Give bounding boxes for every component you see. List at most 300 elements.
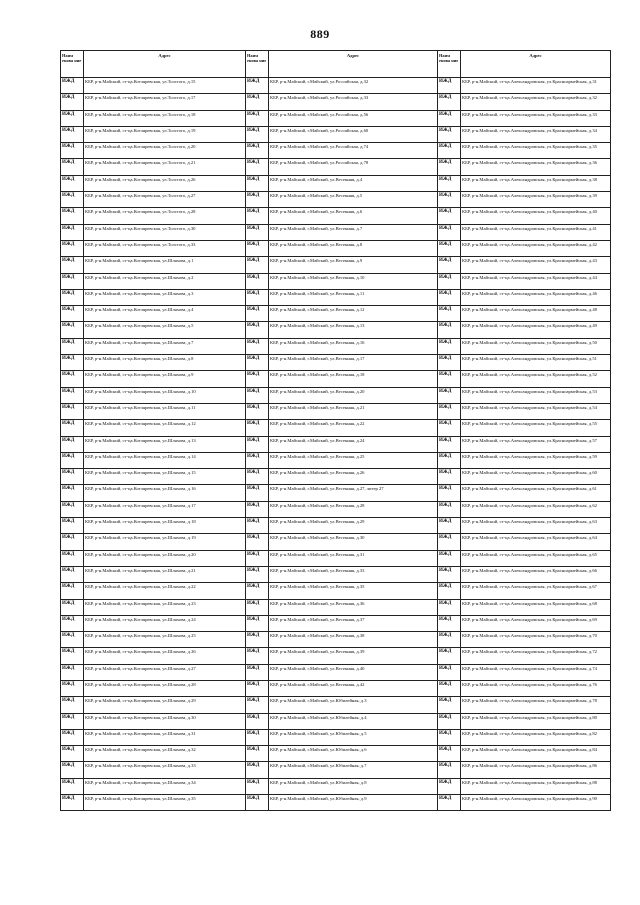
table-row [61,371,611,387]
building-type-cell: ИЖД [61,289,84,305]
address-cell: КБР, р-н.Майский, ст-ца.Александровская, ул.Красноармейская, д.59 [461,452,611,468]
address-cell: КБР, р-н.Майский, ст-ца.Александровская, ул.Красноармейская, д.39 [461,192,611,208]
table-row [61,566,611,582]
address-cell: КБР, р-н.Майский, ст-ца.Александровская, ул.Красноармейская, д.54 [461,403,611,419]
address-cell: КБР, р-н.Майский, ст-ца.Александровская, ул.Красноармейская, д.48 [461,306,611,322]
building-type-cell: ИЖД [438,273,461,289]
building-type-cell: ИЖД [438,420,461,436]
address-cell: КБР, р-н.Майский, г.Майский, ул.Весенняя, д.35 [269,583,438,599]
address-cell: КБР, р-н.Майский, г.Майский, ул.Весенняя, д.22 [269,420,438,436]
building-type-cell: ИЖД [61,566,84,582]
address-cell: КБР, р-н.Майский, г.Майский, ул.Юбилейная, д.7 [269,762,438,778]
building-type-cell: ИЖД [246,648,269,664]
table-row [61,420,611,436]
table-header-row [61,51,611,78]
address-cell: КБР, р-н.Майский, г.Майский, ул.Юбилейная, д.5 [269,729,438,745]
address-cell: КБР, р-н.Майский, ст-ца.Александровская, ул.Красноармейская, д.88 [461,778,611,794]
address-cell: КБР, р-н.Майский, г.Майский, ул.Российская, д.78 [269,159,438,175]
address-cell: КБР, р-н.Майский, ст-ца.Александровская, ул.Красноармейская, д.64 [461,534,611,550]
address-cell: КБР, р-н.Майский, ст-ца.Котляревская, ул.Шляхова, д.16 [84,485,246,501]
address-cell: КБР, р-н.Майский, г.Майский, ул.Весенняя, д.29 [269,518,438,534]
building-type-cell: ИЖД [61,599,84,615]
building-type-cell: ИЖД [438,713,461,729]
table-row [61,78,611,94]
building-type-cell: ИЖД [246,436,269,452]
building-type-cell: ИЖД [61,664,84,680]
column-header-address-3: Адрес [461,51,611,78]
address-cell: КБР, р-н.Майский, ст-ца.Александровская, ул.Красноармейская, д.70 [461,632,611,648]
building-type-cell: ИЖД [438,257,461,273]
building-type-cell: ИЖД [246,322,269,338]
table-row [61,648,611,664]
address-cell: КБР, р-н.Майский, ст-ца.Котляревская, ул.Шляхова, д.7 [84,338,246,354]
table-row [61,518,611,534]
address-cell: КБР, р-н.Майский, ст-ца.Котляревская, ул.Шляхова, д.2 [84,273,246,289]
building-type-cell: ИЖД [246,550,269,566]
building-type-cell: ИЖД [438,94,461,110]
address-cell: КБР, р-н.Майский, ст-ца.Котляревская, ул.Толстого, д.17 [84,94,246,110]
building-type-cell: ИЖД [438,550,461,566]
address-cell: КБР, р-н.Майский, г.Майский, ул.Весенняя, д.31 [269,550,438,566]
building-type-cell: ИЖД [61,615,84,631]
building-type-cell: ИЖД [438,159,461,175]
address-cell: КБР, р-н.Майский, ст-ца.Александровская, ул.Красноармейская, д.40 [461,208,611,224]
building-type-cell: ИЖД [61,778,84,794]
building-type-cell: ИЖД [61,729,84,745]
address-cell: КБР, р-н.Майский, ст-ца.Александровская, ул.Красноармейская, д.53 [461,387,611,403]
building-type-cell: ИЖД [438,485,461,501]
building-type-cell: ИЖД [61,697,84,713]
building-type-cell: ИЖД [246,143,269,159]
address-cell: КБР, р-н.Майский, ст-ца.Котляревская, ул.Шляхова, д.33 [84,762,246,778]
building-type-cell: ИЖД [61,436,84,452]
page-number: 889 [310,27,330,41]
address-cell: КБР, р-н.Майский, г.Майский, ул.Весенняя, д.26 [269,469,438,485]
building-type-cell: ИЖД [61,240,84,256]
building-type-cell: ИЖД [438,452,461,468]
address-cell: КБР, р-н.Майский, ст-ца.Александровская, ул.Красноармейская, д.68 [461,599,611,615]
building-type-cell: ИЖД [438,126,461,142]
building-type-cell: ИЖД [438,697,461,713]
address-cell: КБР, р-н.Майский, г.Майский, ул.Российская, д.32 [269,78,438,94]
address-cell: КБР, р-н.Майский, ст-ца.Александровская, ул.Красноармейская, д.38 [461,175,611,191]
building-type-cell: ИЖД [61,94,84,110]
building-type-cell: ИЖД [438,289,461,305]
address-cell: КБР, р-н.Майский, г.Майский, ул.Весенняя, д.25 [269,452,438,468]
table-row [61,403,611,419]
address-cell: КБР, р-н.Майский, ст-ца.Котляревская, ул.Шляхова, д.32 [84,746,246,762]
building-type-cell: ИЖД [61,159,84,175]
address-cell: КБР, р-н.Майский, г.Майский, ул.Юбилейная, д.4 [269,713,438,729]
address-cell: КБР, р-н.Майский, ст-ца.Александровская, ул.Красноармейская, д.65 [461,550,611,566]
address-cell: КБР, р-н.Майский, ст-ца.Александровская, ул.Красноармейская, д.86 [461,762,611,778]
table-row [61,501,611,517]
address-cell: КБР, р-н.Майский, ст-ца.Котляревская, ул.Толстого, д.18 [84,110,246,126]
address-cell: КБР, р-н.Майский, ст-ца.Александровская, ул.Красноармейская, д.55 [461,420,611,436]
table-row [61,355,611,371]
building-type-cell: ИЖД [438,338,461,354]
address-cell: КБР, р-н.Майский, г.Майский, ул.Весенняя, д.24 [269,436,438,452]
address-cell: КБР, р-н.Майский, ст-ца.Котляревская, ул.Шляхова, д.12 [84,420,246,436]
building-type-cell: ИЖД [61,78,84,94]
address-cell: КБР, р-н.Майский, г.Майский, ул.Юбилейная, д.9 [269,795,438,811]
address-cell: КБР, р-н.Майский, ст-ца.Александровская, ул.Красноармейская, д.62 [461,501,611,517]
address-cell: КБР, р-н.Майский, ст-ца.Котляревская, ул.Толстого, д.21 [84,159,246,175]
building-type-cell: ИЖД [246,664,269,680]
building-type-cell: ИЖД [246,273,269,289]
address-cell: КБР, р-н.Майский, г.Майский, ул.Весенняя, д.20 [269,387,438,403]
table-row [61,713,611,729]
building-type-cell: ИЖД [246,257,269,273]
table-row [61,240,611,256]
building-type-cell: ИЖД [438,518,461,534]
building-type-cell: ИЖД [438,355,461,371]
building-type-cell: ИЖД [61,208,84,224]
address-cell: КБР, р-н.Майский, ст-ца.Котляревская, ул.Шляхова, д.5 [84,322,246,338]
building-type-cell: ИЖД [246,534,269,550]
address-cell: КБР, р-н.Майский, ст-ца.Александровская, ул.Красноармейская, д.31 [461,78,611,94]
building-type-cell: ИЖД [438,680,461,696]
address-cell: КБР, р-н.Майский, г.Майский, ул.Российская, д.56 [269,110,438,126]
building-type-cell: ИЖД [246,518,269,534]
building-type-cell: ИЖД [246,175,269,191]
building-type-cell: ИЖД [61,257,84,273]
building-type-cell: ИЖД [61,632,84,648]
address-cell: КБР, р-н.Майский, ст-ца.Александровская, ул.Красноармейская, д.82 [461,729,611,745]
table-row [61,306,611,322]
address-cell: КБР, р-н.Майский, ст-ца.Котляревская, ул.Шляхова, д.11 [84,403,246,419]
building-type-cell: ИЖД [246,159,269,175]
building-type-cell: ИЖД [246,485,269,501]
building-type-cell: ИЖД [61,713,84,729]
address-cell: КБР, р-н.Майский, ст-ца.Котляревская, ул.Толстого, д.30 [84,224,246,240]
building-type-cell: ИЖД [246,599,269,615]
column-header-name-1: Наим енова ние [61,51,84,78]
table-row [61,224,611,240]
address-cell: КБР, р-н.Майский, г.Майский, ул.Весенняя, д.8 [269,240,438,256]
building-type-cell: ИЖД [438,110,461,126]
building-type-cell: ИЖД [61,534,84,550]
address-cell: КБР, р-н.Майский, г.Майский, ул.Весенняя, д.27, литер 27 [269,485,438,501]
address-cell: КБР, р-н.Майский, г.Майский, ул.Весенняя, д.39 [269,648,438,664]
building-type-cell: ИЖД [246,126,269,142]
address-cell: КБР, р-н.Майский, ст-ца.Александровская, ул.Красноармейская, д.66 [461,566,611,582]
table-row [61,436,611,452]
address-cell: КБР, р-н.Майский, ст-ца.Котляревская, ул.Шляхова, д.21 [84,566,246,582]
address-cell: КБР, р-н.Майский, ст-ца.Котляревская, ул.Шляхова, д.34 [84,778,246,794]
address-cell: КБР, р-н.Майский, г.Майский, ул.Весенняя, д.6 [269,208,438,224]
building-type-cell: ИЖД [438,534,461,550]
address-cell: КБР, р-н.Майский, ст-ца.Котляревская, ул.Шляхова, д.20 [84,550,246,566]
address-table [60,50,611,811]
building-type-cell: ИЖД [61,126,84,142]
address-cell: КБР, р-н.Майский, ст-ца.Котляревская, ул.Шляхова, д.1 [84,257,246,273]
building-type-cell: ИЖД [438,762,461,778]
building-type-cell: ИЖД [438,648,461,664]
address-cell: КБР, р-н.Майский, г.Майский, ул.Весенняя, д.12 [269,306,438,322]
building-type-cell: ИЖД [61,680,84,696]
building-type-cell: ИЖД [246,746,269,762]
building-type-cell: ИЖД [246,224,269,240]
address-cell: КБР, р-н.Майский, ст-ца.Александровская, ул.Красноармейская, д.41 [461,224,611,240]
address-cell: КБР, р-н.Майский, ст-ца.Александровская, ул.Красноармейская, д.44 [461,273,611,289]
address-cell: КБР, р-н.Майский, ст-ца.Александровская, ул.Красноармейская, д.35 [461,143,611,159]
address-cell: КБР, р-н.Майский, ст-ца.Александровская, ул.Красноармейская, д.49 [461,322,611,338]
building-type-cell: ИЖД [438,599,461,615]
address-cell: КБР, р-н.Майский, ст-ца.Котляревская, ул.Шляхова, д.27 [84,664,246,680]
building-type-cell: ИЖД [61,387,84,403]
table-row [61,143,611,159]
address-cell: КБР, р-н.Майский, ст-ца.Котляревская, ул.Шляхова, д.9 [84,371,246,387]
address-cell: КБР, р-н.Майский, ст-ца.Котляревская, ул.Толстого, д.20 [84,143,246,159]
building-type-cell: ИЖД [246,420,269,436]
address-cell: КБР, р-н.Майский, ст-ца.Котляревская, ул.Шляхова, д.19 [84,534,246,550]
building-type-cell: ИЖД [438,387,461,403]
building-type-cell: ИЖД [438,403,461,419]
building-type-cell: ИЖД [438,224,461,240]
table-row [61,289,611,305]
building-type-cell: ИЖД [246,306,269,322]
address-cell: КБР, р-н.Майский, ст-ца.Котляревская, ул.Шляхова, д.28 [84,680,246,696]
address-cell: КБР, р-н.Майский, ст-ца.Александровская, ул.Красноармейская, д.36 [461,159,611,175]
building-type-cell: ИЖД [246,778,269,794]
address-cell: КБР, р-н.Майский, г.Майский, ул.Весенняя, д.16 [269,338,438,354]
building-type-cell: ИЖД [61,795,84,811]
building-type-cell: ИЖД [61,501,84,517]
address-cell: КБР, р-н.Майский, ст-ца.Котляревская, ул.Шляхова, д.29 [84,697,246,713]
building-type-cell: ИЖД [61,518,84,534]
address-cell: КБР, р-н.Майский, ст-ца.Котляревская, ул.Шляхова, д.26 [84,648,246,664]
building-type-cell: ИЖД [246,208,269,224]
table-row [61,110,611,126]
building-type-cell: ИЖД [438,208,461,224]
building-type-cell: ИЖД [438,566,461,582]
building-type-cell: ИЖД [246,338,269,354]
building-type-cell: ИЖД [438,632,461,648]
column-header-address-2: Адрес [269,51,438,78]
building-type-cell: ИЖД [246,355,269,371]
building-type-cell: ИЖД [246,371,269,387]
building-type-cell: ИЖД [438,371,461,387]
address-cell: КБР, р-н.Майский, г.Майский, ул.Весенняя, д.18 [269,371,438,387]
address-cell: КБР, р-н.Майский, ст-ца.Котляревская, ул.Шляхова, д.15 [84,469,246,485]
column-header-name-2: Наим енова ние [246,51,269,78]
building-type-cell: ИЖД [438,615,461,631]
address-cell: КБР, р-н.Майский, ст-ца.Александровская, ул.Красноармейская, д.74 [461,664,611,680]
building-type-cell: ИЖД [61,224,84,240]
building-type-cell: ИЖД [438,306,461,322]
address-cell: КБР, р-н.Майский, ст-ца.Котляревская, ул.Шляхова, д.24 [84,615,246,631]
address-cell: КБР, р-н.Майский, ст-ца.Котляревская, ул.Толстого, д.33 [84,240,246,256]
address-cell: КБР, р-н.Майский, ст-ца.Александровская, ул.Красноармейская, д.34 [461,126,611,142]
building-type-cell: ИЖД [246,729,269,745]
address-cell: КБР, р-н.Майский, г.Майский, ул.Весенняя, д.40 [269,664,438,680]
address-cell: КБР, р-н.Майский, ст-ца.Котляревская, ул.Шляхова, д.35 [84,795,246,811]
building-type-cell: ИЖД [438,322,461,338]
building-type-cell: ИЖД [61,762,84,778]
address-cell: КБР, р-н.Майский, ст-ца.Котляревская, ул.Шляхова, д.31 [84,729,246,745]
address-cell: КБР, р-н.Майский, ст-ца.Котляревская, ул.Шляхова, д.3 [84,289,246,305]
address-cell: КБР, р-н.Майский, ст-ца.Котляревская, ул.Шляхова, д.13 [84,436,246,452]
building-type-cell: ИЖД [61,403,84,419]
building-type-cell: ИЖД [61,110,84,126]
address-cell: КБР, р-н.Майский, г.Майский, ул.Весенняя, д.28 [269,501,438,517]
building-type-cell: ИЖД [61,746,84,762]
building-type-cell: ИЖД [61,469,84,485]
building-type-cell: ИЖД [61,175,84,191]
building-type-cell: ИЖД [438,778,461,794]
address-cell: КБР, р-н.Майский, ст-ца.Котляревская, ул.Толстого, д.19 [84,126,246,142]
table-row [61,534,611,550]
table-row [61,208,611,224]
table-row [61,762,611,778]
address-cell: КБР, р-н.Майский, г.Майский, ул.Весенняя, д.5 [269,192,438,208]
table-row [61,485,611,501]
table-row [61,599,611,615]
address-cell: КБР, р-н.Майский, ст-ца.Александровская, ул.Красноармейская, д.46 [461,289,611,305]
address-cell: КБР, р-н.Майский, ст-ца.Александровская, ул.Красноармейская, д.42 [461,240,611,256]
address-cell: КБР, р-н.Майский, ст-ца.Котляревская, ул.Шляхова, д.25 [84,632,246,648]
address-cell: КБР, р-н.Майский, ст-ца.Александровская, ул.Красноармейская, д.84 [461,746,611,762]
table-row [61,632,611,648]
building-type-cell: ИЖД [61,583,84,599]
address-cell: КБР, р-н.Майский, г.Майский, ул.Российская, д.33 [269,94,438,110]
address-cell: КБР, р-н.Майский, ст-ца.Александровская, ул.Красноармейская, д.72 [461,648,611,664]
address-cell: КБР, р-н.Майский, ст-ца.Александровская, ул.Красноармейская, д.43 [461,257,611,273]
address-cell: КБР, р-н.Майский, ст-ца.Котляревская, ул.Шляхова, д.30 [84,713,246,729]
address-cell: КБР, р-н.Майский, ст-ца.Котляревская, ул.Шляхова, д.22 [84,583,246,599]
building-type-cell: ИЖД [246,289,269,305]
building-type-cell: ИЖД [246,615,269,631]
address-cell: КБР, р-н.Майский, г.Майский, ул.Весенняя, д.37 [269,615,438,631]
building-type-cell: ИЖД [61,420,84,436]
building-type-cell: ИЖД [438,436,461,452]
address-cell: КБР, р-н.Майский, ст-ца.Котляревская, ул.Толстого, д.26 [84,175,246,191]
address-cell: КБР, р-н.Майский, г.Майский, ул.Весенняя, д.7 [269,224,438,240]
column-header-address-1: Адрес [84,51,246,78]
table-body [61,78,611,811]
building-type-cell: ИЖД [438,795,461,811]
building-type-cell: ИЖД [438,192,461,208]
building-type-cell: ИЖД [438,664,461,680]
address-cell: КБР, р-н.Майский, г.Майский, ул.Юбилейная, д.6 [269,746,438,762]
table-row [61,778,611,794]
table-row [61,322,611,338]
building-type-cell: ИЖД [246,697,269,713]
building-type-cell: ИЖД [438,469,461,485]
table-row [61,583,611,599]
table-row [61,452,611,468]
building-type-cell: ИЖД [438,501,461,517]
building-type-cell: ИЖД [61,273,84,289]
address-cell: КБР, р-н.Майский, ст-ца.Александровская, ул.Красноармейская, д.78 [461,697,611,713]
table-row [61,192,611,208]
building-type-cell: ИЖД [438,175,461,191]
address-cell: КБР, р-н.Майский, ст-ца.Котляревская, ул.Шляхова, д.17 [84,501,246,517]
table-row [61,273,611,289]
building-type-cell: ИЖД [61,371,84,387]
building-type-cell: ИЖД [246,762,269,778]
address-cell: КБР, р-н.Майский, г.Майский, ул.Весенняя, д.21 [269,403,438,419]
address-cell: КБР, р-н.Майский, ст-ца.Котляревская, ул.Шляхова, д.8 [84,355,246,371]
building-type-cell: ИЖД [61,143,84,159]
address-cell: КБР, р-н.Майский, ст-ца.Котляревская, ул.Шляхова, д.10 [84,387,246,403]
address-cell: КБР, р-н.Майский, ст-ца.Котляревская, ул.Толстого, д.27 [84,192,246,208]
address-cell: КБР, р-н.Майский, ст-ца.Котляревская, ул.Шляхова, д.4 [84,306,246,322]
address-cell: КБР, р-н.Майский, г.Майский, ул.Весенняя, д.9 [269,257,438,273]
address-cell: КБР, р-н.Майский, ст-ца.Александровская, ул.Красноармейская, д.67 [461,583,611,599]
building-type-cell: ИЖД [61,322,84,338]
table-row [61,257,611,273]
address-cell: КБР, р-н.Майский, ст-ца.Александровская, ул.Красноармейская, д.61 [461,485,611,501]
address-cell: КБР, р-н.Майский, ст-ца.Котляревская, ул.Шляхова, д.18 [84,518,246,534]
building-type-cell: ИЖД [246,501,269,517]
address-cell: КБР, р-н.Майский, г.Майский, ул.Весенняя, д.36 [269,599,438,615]
building-type-cell: ИЖД [246,680,269,696]
table-row [61,729,611,745]
building-type-cell: ИЖД [438,583,461,599]
building-type-cell: ИЖД [246,94,269,110]
address-cell: КБР, р-н.Майский, ст-ца.Александровская, ул.Красноармейская, д.90 [461,795,611,811]
building-type-cell: ИЖД [246,387,269,403]
address-cell: КБР, р-н.Майский, г.Майский, ул.Весенняя, д.17 [269,355,438,371]
building-type-cell: ИЖД [61,452,84,468]
address-cell: КБР, р-н.Майский, г.Майский, ул.Юбилейная, д.8 [269,778,438,794]
table-row [61,338,611,354]
address-cell: КБР, р-н.Майский, ст-ца.Котляревская, ул.Шляхова, д.23 [84,599,246,615]
building-type-cell: ИЖД [246,795,269,811]
table-row [61,175,611,191]
building-type-cell: ИЖД [61,355,84,371]
address-cell: КБР, р-н.Майский, г.Майский, ул.Весенняя, д.30 [269,534,438,550]
address-cell: КБР, р-н.Майский, ст-ца.Александровская, ул.Красноармейская, д.60 [461,469,611,485]
table-row [61,159,611,175]
address-cell: КБР, р-н.Майский, г.Майский, ул.Весенняя, д.38 [269,632,438,648]
building-type-cell: ИЖД [61,306,84,322]
address-cell: КБР, р-н.Майский, ст-ца.Александровская, ул.Красноармейская, д.50 [461,338,611,354]
address-cell: КБР, р-н.Майский, г.Майский, ул.Весенняя, д.33 [269,566,438,582]
building-type-cell: ИЖД [246,403,269,419]
building-type-cell: ИЖД [246,192,269,208]
table-row [61,615,611,631]
address-cell: КБР, р-н.Майский, ст-ца.Котляревская, ул.Толстого, д.28 [84,208,246,224]
building-type-cell: ИЖД [438,729,461,745]
building-type-cell: ИЖД [246,78,269,94]
building-type-cell: ИЖД [61,485,84,501]
building-type-cell: ИЖД [246,452,269,468]
address-cell: КБР, р-н.Майский, г.Майский, ул.Российская, д.74 [269,143,438,159]
address-cell: КБР, р-н.Майский, г.Майский, ул.Весенняя, д.4 [269,175,438,191]
building-type-cell: ИЖД [246,566,269,582]
table-row [61,664,611,680]
table-row [61,680,611,696]
address-cell: КБР, р-н.Майский, ст-ца.Александровская, ул.Красноармейская, д.63 [461,518,611,534]
address-cell: КБР, р-н.Майский, г.Майский, ул.Весенняя, д.42 [269,680,438,696]
address-cell: КБР, р-н.Майский, ст-ца.Котляревская, ул.Шляхова, д.14 [84,452,246,468]
building-type-cell: ИЖД [246,583,269,599]
building-type-cell: ИЖД [61,648,84,664]
table-row [61,746,611,762]
table-row [61,795,611,811]
address-cell: КБР, р-н.Майский, ст-ца.Александровская, ул.Красноармейская, д.33 [461,110,611,126]
address-cell: КБР, р-н.Майский, г.Майский, ул.Юбилейная, д.3 [269,697,438,713]
table-row [61,550,611,566]
address-cell: КБР, р-н.Майский, ст-ца.Александровская, ул.Красноармейская, д.69 [461,615,611,631]
address-cell: КБР, р-н.Майский, ст-ца.Александровская, ул.Красноармейская, д.76 [461,680,611,696]
building-type-cell: ИЖД [438,78,461,94]
building-type-cell: ИЖД [246,110,269,126]
address-cell: КБР, р-н.Майский, ст-ца.Александровская, ул.Красноармейская, д.57 [461,436,611,452]
